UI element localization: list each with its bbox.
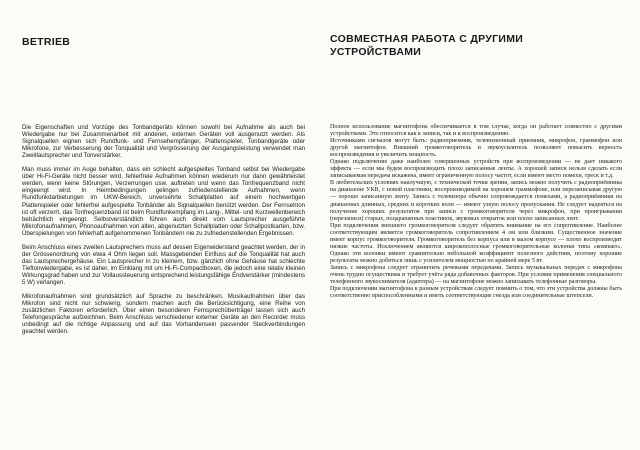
german-body <box>22 124 305 342</box>
russian-paragraph: Запись с микрофона следует ограничить речевыми передачами. Запись музыкальных передач с микрофона очень трудно осуществима и требует учёта ряда добавочных факторов. При условии применения специального телефонного звукоснимателя (адаптера) — на магнитофоне можно записывать телефонные разговоры. <box>330 264 622 286</box>
german-paragraph: Die Eigenschaften und Vorzüge des Tonbandgeräts können sowohl bei Aufnahme als auch bei Wiedergabe nur bei Zusammenarbeit mit anderen, externen Geräten voll ausgenutzt werden. Als Signalquellen eignen sich Rundfunk- und Fernsehempfänger, Plattenspieler, Tonbandgeräte oder Mikrofone, zur Verbesserung der Tonqualität und Vergrösserung der Ausgangsleistung verwendet man Zweitlautsprecher und Tonverstärker. <box>22 124 305 160</box>
german-paragraph: Beim Anschluss eines zweiten Lautsprechers muss auf dessen Eigenwiderstand geachtet werden, der in der Grössenordnung von etwa 4 Ohm liegen soll. Massgebenden Einfluss auf die Tonqualität hat auch das Lautsprechergehäuse. Ein Lautsprecher in zu kleinem, bzw. gänzlich ohne Gehäuse hat schlechte Tieftonwiedergabe, es ist daher, im Einklang mit um Hi-Fi-Compactboxen, die jedoch eine relativ kleinen Wirkungsgrad haben und zur Vollaussteuerung entsprechend leistungsfähige Endverstärker (mindestens 5 W) verlangen. <box>22 243 305 287</box>
russian-paragraph: При подключении внешнего громкоговорителя следует обратить внимание на его сопротивление. Наиболее соответствующим является громкоговоритель сопротивлением 4 ом или близким. Существенное значение имеет корпус громкоговорителя. Громкоговоритель без корпуса или в малом корпусе — плохо воспроизводит низкие частоты. Исключением являются широкополосные громкоговорительные колонки типа «компакт». Однако эти колонки имеют сравнительно небольшой коэффициент полезного действия, поэтому хорошие результаты можно добиться лишь с усилителем мощностью по крайней мере 5 вт. <box>330 222 622 264</box>
russian-paragraph: Однако подключение даже наиболее совершенных устройств при воспроизведении — не дает никакого эффекта — если мы будем воспроизводить плохо записанные ленты. А хорошей записи нельзя сделать если записываемая передача искажена, имеет ограниченную полосу частот, если имеют место помехи, треск и т.д. <box>330 159 622 180</box>
german-paragraph: Man muss immer im Auge behalten, dass ein schlecht aufgespieltes Tonband selbst bei Wiedergabe über Hi-Fi-Geräte nicht besser wird, fehlerfreie Aufnahmen können wiederum nur dann gewährleistet werden, wenn keine Störungen, Verzerrungen usw. auftreten und wenn das Tonfrequenzband nicht eingeengt wird. In Heimbedingungen gelingen zufriedenstellende Aufnahmen, wenn Rundfunkdarbietungen im UKW-Bereich, unversehrte Schallplatten auf einem hochwertigen Plattenspieler oder fehlerfrei aufgespielte Tonbänder als Signalquellen benützt werden. Der Fernsehton ist oft verzerrt, das Tonfrequenzband ist beim Rundfunkempfang im Lang-, Mittel- und Kurzwellenbereich beträchtlich eingeengt. Selbstverständlich führen auch direkt vom Lautsprecher ausgeführte Mikrofonaufnahmen, Phonoaufnahmen von alten, abgenutzten Schallplatten oder Schallpostkarten, bzw. Überspielungen von fehlerhaft aufgenommenen Tonbändern nie zu zufriedenstellenden Ergebnissen. <box>22 166 305 237</box>
russian-paragraph: При подключении магнитофона к разным устройствам следует помнить о том, что эти устройства должны быть соответственно приспособленными и иметь соответствующие гнезда или соединительные штепсели. <box>330 286 622 300</box>
russian-paragraph: Источниками сигналов могут быть: радиоприемник, телевизионный приемник, микрофон, граммофон или другой магнитофон. Внешний громкоговоритель и звукоусилитель позволяют повысить верность воспроизведения и увеличить мощность. <box>330 138 622 159</box>
russian-body <box>330 124 622 300</box>
german-paragraph: Mikrofonaufnahmen sind grundsätzlich auf Sprache zu beschränken. Musikaufnahmen über das Mikrofon sind nicht nur schwierig, sondern machen auch die Berücksichtigung, eine Reihe von zusätzlichen Faktoren erforderlich. Über einen besonderen Fernsprechüberträger lassen sich auch Telefongespräche aufzeichnen. Beim Anschluss verschiedener externer Geräte an den Recorder muss unbedingt auf die richtige Anpassung und auf das Vorhandensein passender Steckverbindungen geachtet werden. <box>22 292 305 336</box>
russian-paragraph: Полное использование магнитофона обеспечивается в том случае, когда он работает совместно с другими устройствами. Это относится как к записи, так и к воспроизведению. <box>330 124 622 138</box>
russian-heading: СОВМЕСТНАЯ РАБОТА С ДРУГИМИ УСТРОЙСТВАМИ <box>330 33 524 58</box>
german-heading: BETRIEB <box>22 36 71 48</box>
russian-paragraph: В любительских условиях наилучшую, с технической точки зрения, запись можно получить с радиоприёмника на диапазоне УКВ, с новой пластинки, воспроизводимой на хорошем граммофоне, или перезаписывая другую — хорошо записанную ленту. Запись с телевизора обычно сопровождается помехами, а радиоприёмники на диапазонах длинных, средних и коротких волн — имеют узкую полосу пропускания. Не следует надеяться на получение хороших результатов при записи с громкоговорителя через микрофон, при проигрывании (перезаписи) старых, поцарапанных пластинок, звуковых открыток или плохо записанных лент. <box>330 180 622 222</box>
